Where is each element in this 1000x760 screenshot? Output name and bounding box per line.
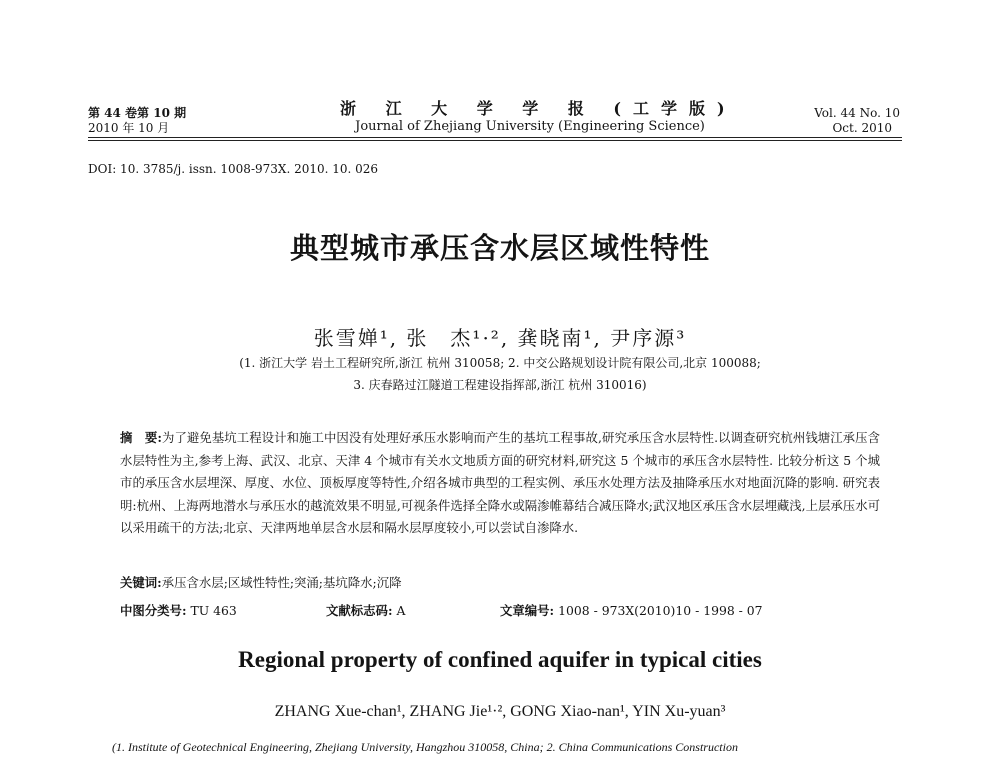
- journal-name-en: Journal of Zhejiang University (Engineering Science): [355, 119, 705, 134]
- article-number: [500, 601, 763, 619]
- clc-label: 中图分类号:: [120, 603, 187, 618]
- journal-name-cn: 浙 江 大 学 学 报 (工学版): [340, 99, 737, 118]
- header-volume-en: Vol. 44 No. 10: [814, 106, 900, 120]
- abstract: [120, 427, 880, 540]
- affiliation-en: (1. Institute of Geotechnical Engineering, Zhejiang University, Hangzhou 310058, China; 2. China Communications Construction: [112, 740, 738, 754]
- doc-code-value: A: [396, 603, 406, 618]
- authors-en: ZHANG Xue-chan¹, ZHANG Jie¹·², GONG Xiao-nan¹, YIN Xu-yuan³: [274, 703, 726, 720]
- abstract-text: 为了避免基坑工程设计和施工中因没有处理好承压水影响而产生的基坑工程事故,研究承压含水层特性.以调查研究杭州钱塘江承压含水层特性为主,参考上海、武汉、北京、天津 4 个城市有关水文地质方面的研究材料,研究这 5 个城市的承压含水层特性. 比较分析这 5 个城市的承压含水层埋深、厚度、水位、顶板厚度等特性,介绍各城市典型的工程实例、承压水处理方法及抽降承压水对地面沉降的影响. 研究表明:杭州、上海两地潜水与承压水的越流效果不明显,可视条件选择全降水或隔渗帷幕结合减压降水;武汉地区承压含水层埋藏浅,上层承压水可以采用疏干的方法;北京、天津两地单层含水层和隔水层厚度较小,可以尝试自渗降水.: [120, 430, 880, 535]
- clc-number: [120, 601, 237, 619]
- doc-code-label: 文献标志码:: [326, 603, 393, 618]
- header-rule-top: [88, 137, 902, 138]
- abstract-label: 摘 要:: [120, 430, 162, 445]
- clc-value: TU 463: [190, 603, 237, 618]
- header-volume-cn: 第 44 卷第 10 期: [88, 106, 187, 120]
- header-rule-bottom: [88, 140, 902, 141]
- document-code: [326, 601, 405, 619]
- article-number-value: 1008 - 973X(2010)10 - 1998 - 07: [558, 603, 763, 618]
- keywords: [120, 574, 401, 592]
- affiliation-cn-line-1: (1. 浙江大学 岩土工程研究所,浙江 杭州 310058; 2. 中交公路规划设计院有限公司,北京 100088;: [239, 356, 761, 370]
- affiliation-cn-line-2: 3. 庆春路过江隧道工程建设指挥部,浙江 杭州 310016): [353, 378, 647, 392]
- article-number-label: 文章编号:: [500, 603, 555, 618]
- paper-title-en: Regional property of confined aquifer in typical cities: [238, 647, 762, 672]
- keywords-label: 关键词:: [120, 575, 162, 590]
- paper-title-cn: 典型城市承压含水层区域性特性: [289, 231, 710, 265]
- doi[interactable]: DOI: 10. 3785/j. issn. 1008-973X. 2010. 10. 026: [88, 162, 379, 176]
- header-date-en: Oct. 2010: [832, 121, 892, 135]
- header-date-cn: 2010 年 10 月: [88, 121, 170, 135]
- keywords-text: 承压含水层;区域性特性;突涌;基坑降水;沉降: [161, 575, 402, 590]
- authors-cn: 张雪婵¹, 张 杰¹·², 龚晓南¹, 尹序源³: [313, 326, 687, 350]
